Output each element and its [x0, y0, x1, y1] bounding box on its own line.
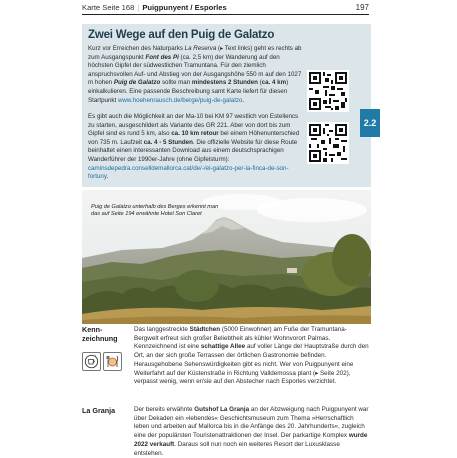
- page-number: 197: [355, 3, 369, 12]
- hoehenrausch-link[interactable]: www.hoehenrausch.de/berge/puig-de-galatzo: [117, 96, 243, 104]
- info-box-paragraph-1: Kurz vor Erreichen des Naturparks La Reserva (▸ Text links) geht es rechts ab zum Ausgangspunkt Font des Pi (ca. 2,5 km) der Wanderung auf den höchsten Gipfel der südwestlichen Tramuntana. Für den ziemlich anspruchsvollen Auf- und Abstieg von der Ausgangshöhe 550 m auf den 1027 m hohen Puig de Galatzo sollte man mindestens 2 Stunden (ca. 4 km) einkalkulieren. Eine passende Beschreibung samt Karte liefert für diesen Startpunkt www.hoehenrausch.de/berge/puig-de-galatzo.: [88, 45, 302, 104]
- info-box-paragraph-2: Es gibt auch die Möglichkeit an der Ma-10 bei KM 97 westlich von Estellencs zu starten, ausgeschildert als Variante des GR 221. Aber von dort bis zum Gipfel sind es rund 5 km, also ca. 10 km retour bei einem Höhenunterschied von 735 m. Laufzeit ca. 4 - 5 Stunden. Die offizielle Website für diese Route beinhaltet einen interessanten Download aus einem deutschsprachigen Wanderführer der 1990er-Jahre (ohne Gipfelsturm): caminsdepedra.conselldemallorca.cat/de/-/el-galatzo-per-la-finca-de-son-fortuny.: [88, 113, 300, 181]
- caminsdepedra-link[interactable]: caminsdepedra.conselldemallorca.cat/de/-/el-galatzo-per-la-finca-de-son-fortuny: [88, 164, 289, 181]
- map-reference: Karte Seite 168: [82, 3, 135, 12]
- qr-code-caminsdepedra[interactable]: [307, 122, 349, 164]
- header-title: Puigpunyent / Esporles: [142, 3, 227, 12]
- section-label-kennzeichnung: Kenn- zeichnung: [82, 325, 118, 343]
- header-rule: [82, 14, 369, 15]
- qr-code-hoehenrausch[interactable]: [307, 70, 349, 112]
- photo-caption: Puig de Galatzo unterhalb des Berges erkennt man das auf Seite 194 erwähnte Hotel Son Claret: [91, 204, 219, 217]
- running-header: Karte Seite 168 | Puigpunyent / Esporles: [82, 3, 227, 12]
- cafe-icon: [82, 352, 101, 371]
- restaurant-icon: [103, 352, 122, 371]
- section-label-la-granja: La Granja: [82, 406, 116, 415]
- section-text-la-granja: Der bereits erwähnte Gutshof La Granja an der Abzweigung nach Puigpunyent war über Dekaden ein »lebendes« Geschichtsmuseum zum Thema »Herrschaftlich leben und arbeiten auf Mallorca bis in die Anfänge des 20. Jahrhunderts«, zugleich eine der populärsten Touristenattraktionen der Insel. Der parkartige Komplex wurde 2022 verkauft. Daraus soll nun noch ein weiteres Resort der Luxusklasse entstehen.: [134, 406, 369, 457]
- chapter-tab: 2.2: [360, 109, 380, 137]
- section-text-kennzeichnung: Das langgestreckte Städtchen (5000 Einwohner) am Fuße der Tramuntana-Bergwelt erfreut sich großer Beliebtheit als kühler Wohnvorort Palmas. Kennzeichnend ist eine schattige Allee auf voller Länge der Hauptstraße durch den Ort, an der sich große Terrassen der örtlichen Gastronomie befinden. Herausgehobene Sehenswürdigkeiten gibt es nicht. Wer von Puigpunyent eine Weiterfahrt auf der Küstenstraße in Richtung Valldemossa plant (▸ Seite 202), verpasst wenig, wenn er/sie auf den Abstecher nach Esporles verzichtet.: [134, 326, 369, 386]
- info-box-title: Zwei Wege auf den Puig de Galatzo: [88, 29, 275, 41]
